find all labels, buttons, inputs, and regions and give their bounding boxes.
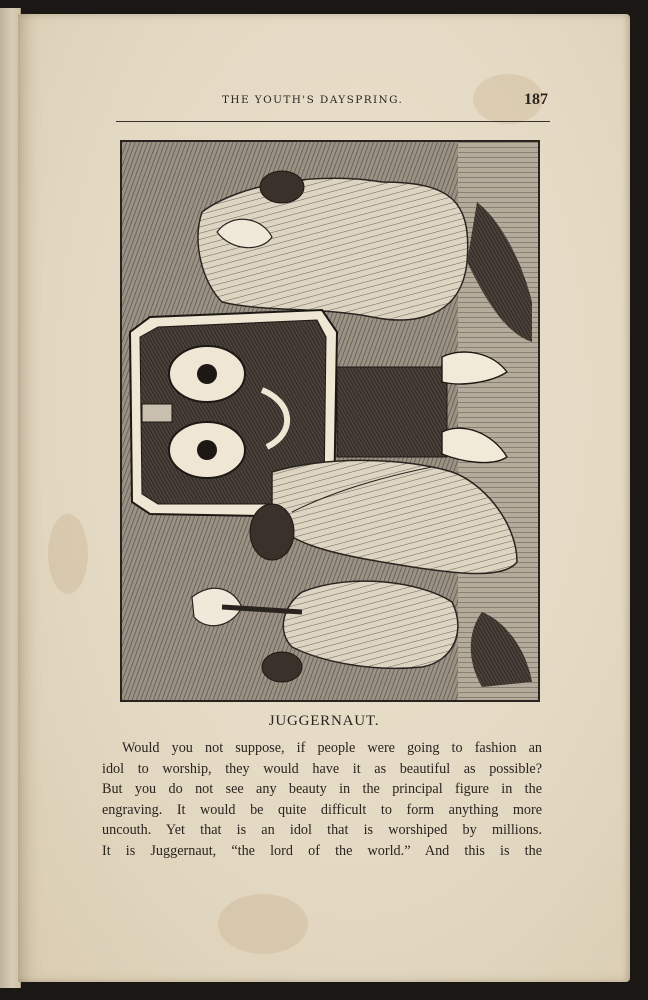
header-rule [116, 121, 550, 122]
engraving-illustration [122, 142, 538, 700]
page-number: 187 [524, 91, 548, 108]
paper-stain [218, 894, 308, 954]
juggernaut-engraving [120, 140, 540, 702]
text-line: It is Juggernaut, “the lord of the world.” And this is the [102, 842, 542, 859]
text-line: Would you not suppose, if people were going to fashion an [122, 740, 542, 756]
text-line: idol to worship, they would have it as beautiful as possible? [102, 760, 542, 777]
text-line: uncouth. Yet that is an idol that is worshiped by millions. [102, 822, 542, 838]
body-paragraph [102, 738, 542, 861]
text-line: engraving. It would be quite difficult to form anything more [102, 801, 542, 818]
text-line: But you do not see any beauty in the principal figure in the [102, 781, 542, 797]
illustration-caption: JUGGERNAUT. [268, 713, 380, 729]
paper-stain [48, 514, 88, 594]
running-head: THE YOUTH'S DAYSPRING. [222, 94, 404, 106]
